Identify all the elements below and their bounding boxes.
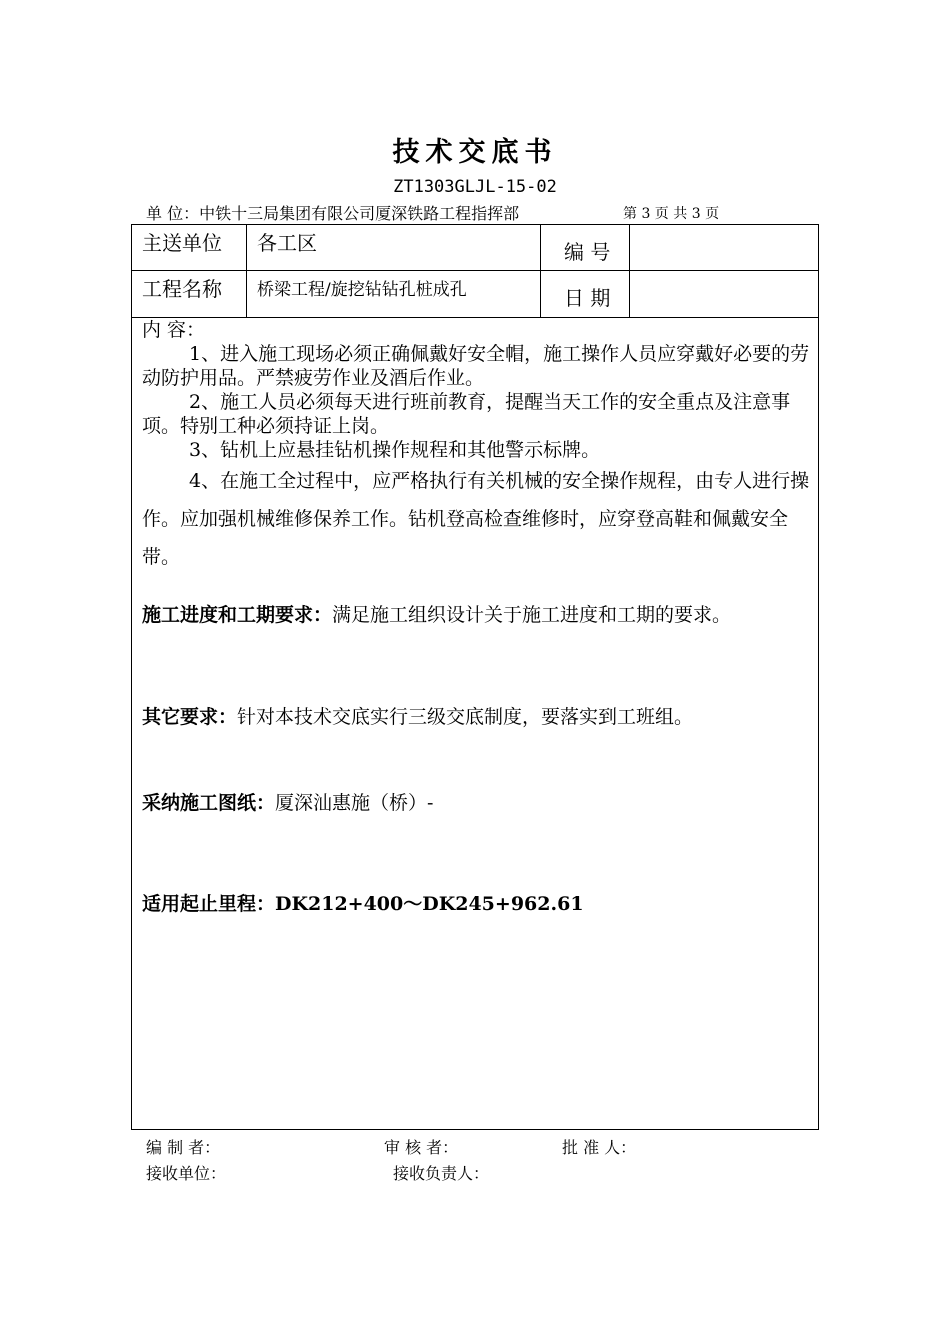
schedule-label: 施工进度和工期要求： bbox=[142, 604, 333, 626]
date-label-cell bbox=[541, 271, 630, 317]
document-code: ZT1303GLJL-15-02 bbox=[393, 177, 557, 197]
content-paragraph-2: 2、施工人员必须每天进行班前教育，提醒当天工作的安全重点及注意事项。特别工种必须持证上岗。 bbox=[142, 391, 791, 437]
content-paragraph-4: 4、在施工全过程中，应严格执行有关机械的安全操作规程，由专人进行操作。应加强机械维修保养工作。钻机登高检查维修时，应穿登高鞋和佩戴安全带。 bbox=[142, 470, 810, 568]
disclosure-form bbox=[131, 224, 819, 1130]
content-block bbox=[142, 318, 812, 576]
project-value-cell bbox=[247, 271, 541, 317]
number-value-cell bbox=[630, 225, 818, 270]
drawings-section bbox=[142, 791, 812, 816]
send-unit-row bbox=[132, 225, 818, 271]
schedule-value: 满足施工组织设计关于施工进度和工期的要求。 bbox=[332, 604, 732, 626]
approver-signature: 批 准 人： bbox=[562, 1138, 637, 1157]
content-paragraph-3: 3、钻机上应悬挂钻机操作规程和其他警示标牌。 bbox=[189, 439, 601, 461]
document-title: 技术交底书 bbox=[392, 137, 558, 168]
reviewer-signature: 审 核 者： bbox=[384, 1138, 459, 1157]
compiler-signature: 编 制 者： bbox=[146, 1138, 221, 1157]
send-unit-label-cell bbox=[132, 225, 247, 270]
schedule-section bbox=[142, 603, 812, 628]
other-value: 针对本技术交底实行三级交底制度，要落实到工班组。 bbox=[237, 706, 694, 728]
other-label: 其它要求： bbox=[142, 706, 238, 728]
drawings-value: 厦深汕惠施（桥）- bbox=[275, 792, 434, 814]
project-label-cell bbox=[132, 271, 247, 317]
content-paragraph-1: 1、进入施工现场必须正确佩戴好安全帽，施工操作人员应穿戴好必要的劳动防护用品。严禁疲劳作业及酒后作业。 bbox=[142, 343, 810, 389]
page-info: 第 3 页 共 3 页 bbox=[623, 206, 720, 222]
receiving-unit-signature: 接收单位： bbox=[146, 1164, 227, 1183]
number-label: 编 号 bbox=[564, 240, 611, 264]
number-label-cell bbox=[541, 225, 630, 270]
project-row bbox=[132, 271, 818, 318]
issuing-unit: 单 位：中铁十三局集团有限公司厦深铁路工程指挥部 bbox=[146, 204, 520, 223]
project-value: 桥梁工程/旋挖钻钻孔桩成孔 bbox=[257, 280, 467, 300]
mileage-label: 适用起止里程： bbox=[142, 893, 276, 915]
send-unit-value: 各工区 bbox=[257, 231, 317, 255]
date-value-cell bbox=[630, 271, 818, 317]
receiving-person-signature: 接收负责人： bbox=[393, 1164, 490, 1183]
project-label: 工程名称 bbox=[142, 277, 222, 301]
mileage-section bbox=[142, 892, 812, 917]
drawings-label: 采纳施工图纸： bbox=[142, 792, 276, 814]
send-unit-label: 主送单位 bbox=[142, 231, 222, 255]
mileage-value: DK212+400～DK245+962.61 bbox=[275, 893, 584, 915]
content-heading: 内 容： bbox=[142, 319, 206, 341]
date-label: 日 期 bbox=[564, 286, 611, 310]
other-requirements-section bbox=[142, 705, 812, 730]
send-unit-value-cell bbox=[247, 225, 541, 270]
